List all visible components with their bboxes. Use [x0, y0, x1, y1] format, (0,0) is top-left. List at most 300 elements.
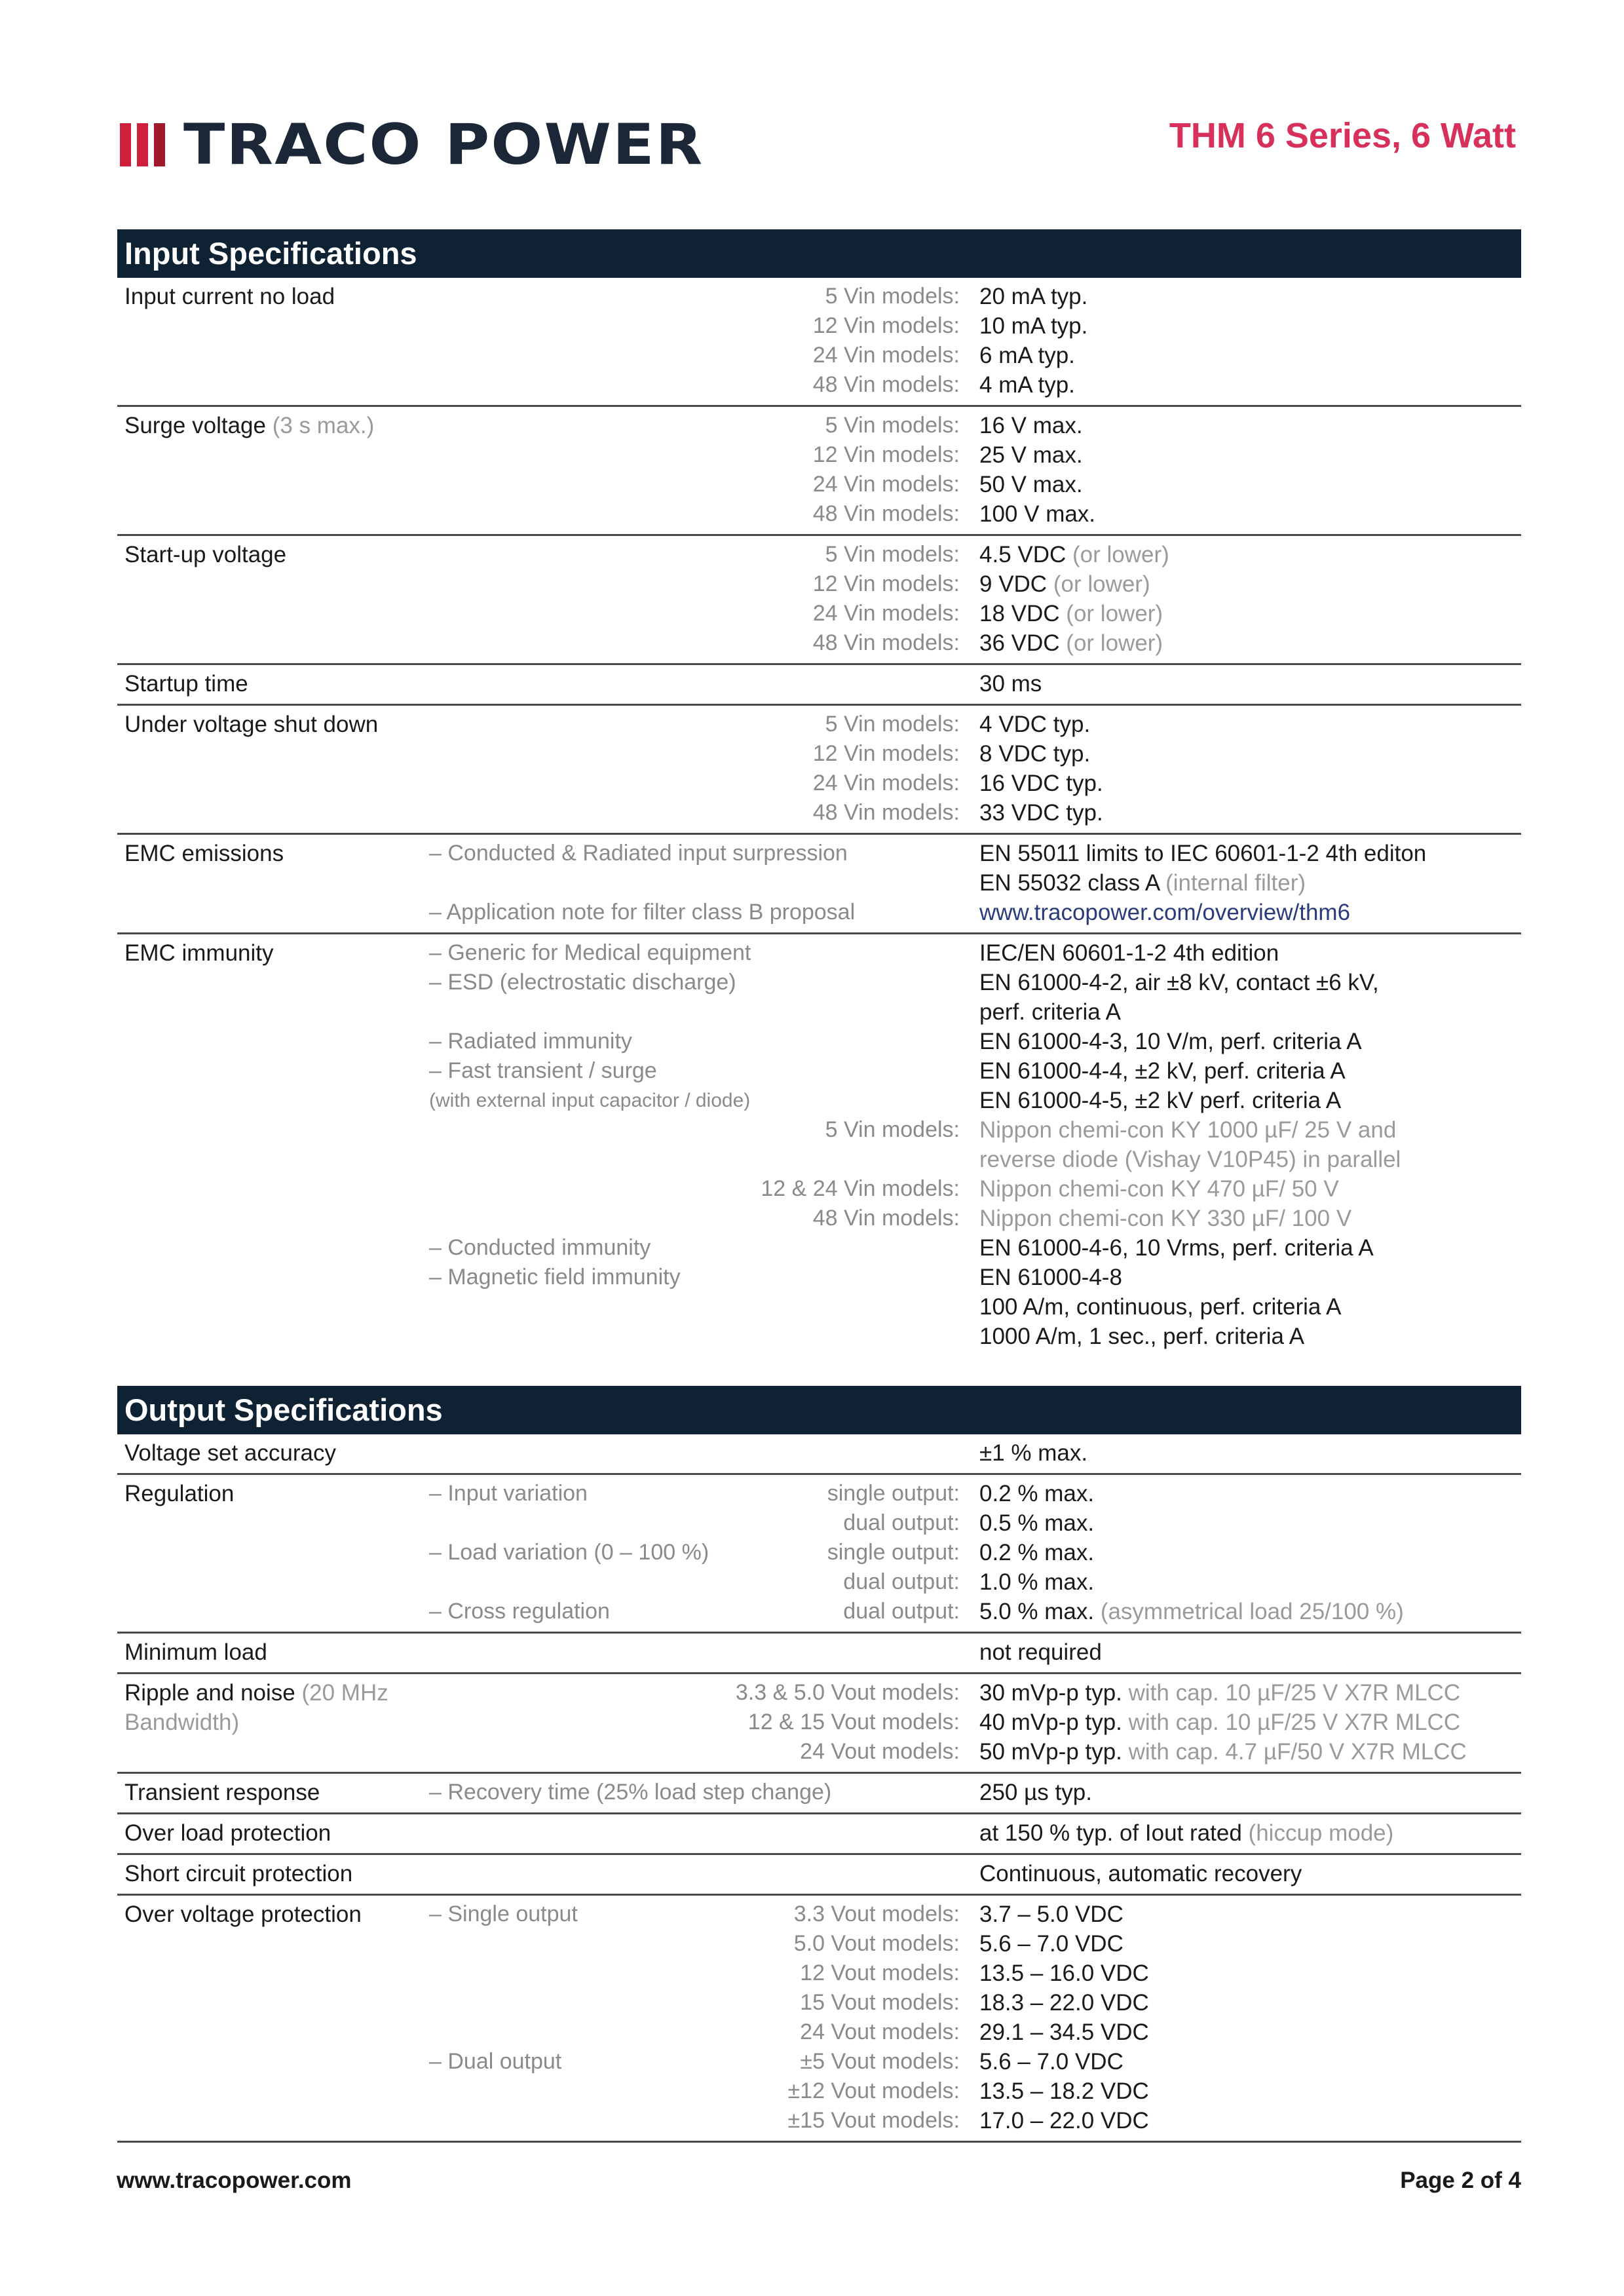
value-line: [979, 1859, 1519, 1888]
spec-label-text: Over voltage protection: [124, 1902, 362, 1927]
value-text: 33 VDC typ.: [979, 800, 1103, 826]
condition-line: [429, 499, 979, 529]
spec-label-text: Input current no load: [124, 284, 335, 309]
spec-conditions: [429, 1479, 979, 1626]
condition-text: – Conducted immunity: [429, 1235, 651, 1260]
value-text: 13.5 – 18.2 VDC: [979, 2078, 1149, 2104]
condition-line: [429, 938, 979, 968]
model-tag: dual output:: [843, 1569, 960, 1594]
product-page-link[interactable]: www.tracopower.com/overview/thm6: [979, 900, 1351, 925]
value-text: 13.5 – 16.0 VDC: [979, 1961, 1149, 1986]
value-text: ±1 % max.: [979, 1440, 1088, 1466]
condition-text: – Generic for Medical equipment: [429, 940, 751, 965]
value-line: [979, 470, 1519, 499]
value-text: at 150 % typ. of Iout rated: [979, 1820, 1242, 1846]
condition-line: [429, 1292, 979, 1322]
condition-line: [429, 1204, 979, 1233]
condition-line: [429, 2076, 979, 2106]
model-tag: 12 & 15 Vout models:: [747, 1710, 960, 1734]
spec-label: [124, 411, 429, 529]
model-tag: 3.3 & 5.0 Vout models:: [735, 1680, 960, 1705]
value-text: 25 V max.: [979, 442, 1083, 468]
condition-line: [429, 1818, 979, 1848]
spec-row: [117, 1475, 1521, 1634]
value-text: 9 VDC: [979, 571, 1048, 597]
value-line: [979, 1988, 1519, 2018]
value-line: [979, 1322, 1519, 1351]
model-tag: 24 Vin models:: [812, 601, 960, 626]
model-tag: 24 Vin models:: [812, 472, 960, 497]
spec-conditions: [429, 540, 979, 658]
value-text: 50 mVp-p typ.: [979, 1739, 1122, 1765]
spec-label: [124, 1479, 429, 1626]
value-note: Nippon chemi-con KY 330 µF/ 100 V: [979, 1206, 1352, 1231]
condition-line: [429, 669, 979, 698]
spec-row: [117, 934, 1521, 1356]
value-text: 100 A/m, continuous, perf. criteria A: [979, 1294, 1342, 1320]
value-text: not required: [979, 1639, 1102, 1665]
value-line: [979, 798, 1519, 828]
condition-line: [429, 628, 979, 658]
spec-conditions: [429, 1900, 979, 2135]
model-tag: 12 Vin models:: [812, 313, 960, 338]
condition-line: [429, 1597, 979, 1626]
value-line: [979, 1438, 1519, 1468]
value-line: [979, 1115, 1519, 1145]
model-tag: 24 Vout models:: [800, 2019, 960, 2044]
model-tag: single output:: [827, 1481, 960, 1506]
output-specifications-table: [117, 1386, 1521, 2143]
condition-line: [429, 1479, 979, 1508]
model-tag: dual output:: [843, 1510, 960, 1535]
value-note: (asymmetrical load 25/100 %): [1100, 1599, 1404, 1624]
value-note: with cap. 4.7 µF/50 V X7R MLCC: [1128, 1739, 1467, 1765]
condition-line: [429, 898, 979, 927]
spec-label: [124, 1859, 429, 1888]
condition-line: [429, 1900, 979, 1929]
condition-line: [429, 1929, 979, 1959]
value-text: EN 61000-4-2, air ±8 kV, contact ±6 kV,: [979, 970, 1379, 995]
value-line: [979, 1678, 1519, 1708]
spec-label-text: Short circuit protection: [124, 1861, 353, 1886]
value-line: [979, 1538, 1519, 1567]
spec-values: [979, 1678, 1519, 1767]
value-line: [979, 710, 1519, 739]
value-text: 30 mVp-p typ.: [979, 1680, 1122, 1706]
condition-text: – Application note for filter class B proposal: [429, 900, 856, 925]
spec-conditions: [429, 411, 979, 529]
spec-row: [117, 835, 1521, 934]
condition-line: [429, 370, 979, 400]
condition-text: – Radiated immunity: [429, 1029, 632, 1054]
condition-line: [429, 1056, 979, 1086]
spec-row: [117, 1814, 1521, 1855]
condition-line: [429, 2106, 979, 2135]
spec-values: [979, 1438, 1519, 1468]
value-text: 3.7 – 5.0 VDC: [979, 1902, 1124, 1927]
value-text: 36 VDC: [979, 630, 1060, 656]
value-line: [979, 599, 1519, 628]
value-note: (or lower): [1072, 542, 1169, 567]
spec-row: [117, 1855, 1521, 1896]
spec-row: [117, 1634, 1521, 1674]
value-line: [979, 2106, 1519, 2135]
model-tag: 5.0 Vout models:: [793, 1931, 960, 1956]
value-line: [979, 1508, 1519, 1538]
spec-label: [124, 1438, 429, 1468]
value-line: [979, 411, 1519, 440]
spec-label: [124, 839, 429, 927]
value-note: (or lower): [1066, 630, 1163, 656]
value-line: [979, 440, 1519, 470]
value-text: 5.6 – 7.0 VDC: [979, 2049, 1124, 2075]
section-heading: Output Specifications: [117, 1386, 1521, 1434]
value-text: EN 61000-4-4, ±2 kV, perf. criteria A: [979, 1058, 1346, 1084]
model-tag: 48 Vin models:: [812, 372, 960, 397]
value-text: 4.5 VDC: [979, 542, 1067, 567]
condition-line: [429, 1538, 979, 1567]
condition-line: [429, 1263, 979, 1292]
condition-line: [429, 470, 979, 499]
spec-label-note: (20 MHz Bandwidth): [124, 1680, 388, 1735]
model-tag: ±5 Vout models:: [800, 2049, 960, 2074]
spec-values: [979, 540, 1519, 658]
spec-label-text: Voltage set accuracy: [124, 1440, 336, 1466]
condition-line: [429, 1115, 979, 1145]
value-line: [979, 2018, 1519, 2047]
spec-label: [124, 1778, 429, 1807]
page-number: Page 2 of 4: [1400, 2168, 1521, 2193]
section-heading: Input Specifications: [117, 229, 1521, 278]
value-text: 0.2 % max.: [979, 1540, 1095, 1565]
spec-conditions: [429, 1678, 979, 1767]
condition-text: – Single output: [429, 1902, 578, 1926]
value-text: 4 mA typ.: [979, 372, 1075, 398]
value-line: [979, 968, 1519, 997]
spec-row: [117, 1774, 1521, 1814]
value-text: 250 µs typ.: [979, 1780, 1092, 1805]
condition-line: [429, 1637, 979, 1667]
model-tag: 24 Vin models:: [812, 771, 960, 795]
value-text: Continuous, automatic recovery: [979, 1861, 1302, 1886]
condition-line: [429, 341, 979, 370]
spec-values: [979, 710, 1519, 828]
value-text: 18 VDC: [979, 601, 1060, 626]
spec-label: [124, 1900, 429, 2135]
model-tag: 48 Vin models:: [812, 800, 960, 825]
value-note: reverse diode (Vishay V10P45) in parallel: [979, 1147, 1401, 1172]
value-line: [979, 1263, 1519, 1292]
spec-conditions: [429, 710, 979, 828]
value-line: [979, 1597, 1519, 1626]
spec-label-text: Start-up voltage: [124, 542, 287, 567]
spec-values: [979, 938, 1519, 1351]
spec-row: [117, 407, 1521, 536]
spec-label-text: Surge voltage: [124, 413, 266, 438]
condition-text: – Input variation: [429, 1481, 588, 1506]
spec-label: [124, 669, 429, 698]
model-tag: 12 Vin models:: [812, 741, 960, 766]
spec-label: [124, 540, 429, 658]
value-line: [979, 370, 1519, 400]
model-tag: dual output:: [843, 1599, 960, 1624]
value-line: [979, 1233, 1519, 1263]
condition-line: [429, 1233, 979, 1263]
condition-line: [429, 839, 979, 868]
condition-line: [429, 769, 979, 798]
value-line: [979, 1479, 1519, 1508]
spec-values: [979, 839, 1519, 927]
spec-conditions: [429, 1778, 979, 1807]
value-line: [979, 1027, 1519, 1056]
value-line: [979, 2047, 1519, 2076]
value-text: EN 55011 limits to IEC 60601-1-2 4th editon: [979, 841, 1427, 866]
value-text: 5.6 – 7.0 VDC: [979, 1931, 1124, 1957]
spec-values: [979, 1778, 1519, 1807]
model-tag: ±12 Vout models:: [787, 2078, 960, 2103]
spec-values: [979, 282, 1519, 400]
spec-label-text: Under voltage shut down: [124, 712, 379, 737]
value-text: EN 61000-4-6, 10 Vrms, perf. criteria A: [979, 1235, 1374, 1261]
value-line: [979, 938, 1519, 968]
value-text: 6 mA typ.: [979, 343, 1075, 368]
value-line: [979, 569, 1519, 599]
value-line: [979, 1086, 1519, 1115]
model-tag: 3.3 Vout models:: [793, 1902, 960, 1926]
value-text: EN 61000-4-5, ±2 kV perf. criteria A: [979, 1088, 1342, 1113]
value-line: [979, 1567, 1519, 1597]
model-tag: 12 Vin models:: [812, 442, 960, 467]
value-line: [979, 997, 1519, 1027]
condition-text: – Recovery time (25% load step change): [429, 1780, 832, 1805]
spec-conditions: [429, 1637, 979, 1667]
value-note: (hiccup mode): [1248, 1820, 1394, 1846]
spec-conditions: [429, 282, 979, 400]
value-note: (internal filter): [1165, 870, 1306, 896]
value-line: [979, 1637, 1519, 1667]
condition-line: [429, 1508, 979, 1538]
spec-values: [979, 1479, 1519, 1626]
condition-text: (with external input capacitor / diode): [429, 1090, 751, 1111]
series-title: THM 6 Series, 6 Watt: [1169, 116, 1516, 155]
value-line: [979, 739, 1519, 769]
footer-website-link[interactable]: www.tracopower.com: [117, 2168, 352, 2193]
value-text: 29.1 – 34.5 VDC: [979, 2019, 1149, 2045]
spec-label-text: EMC immunity: [124, 940, 274, 966]
model-tag: 48 Vin models:: [812, 1206, 960, 1231]
value-line: [979, 669, 1519, 698]
spec-label-text: Transient response: [124, 1780, 320, 1805]
value-line: [979, 1737, 1519, 1767]
value-line: [979, 1778, 1519, 1807]
spec-conditions: [429, 669, 979, 698]
spec-label: [124, 938, 429, 1351]
spec-label-text: Startup time: [124, 671, 248, 697]
spec-label: [124, 282, 429, 400]
model-tag: 15 Vout models:: [800, 1990, 960, 2015]
condition-line: [429, 1086, 979, 1115]
spec-values: [979, 1818, 1519, 1848]
condition-line: [429, 1988, 979, 2018]
spec-conditions: [429, 1438, 979, 1468]
model-tag: 12 Vin models:: [812, 571, 960, 596]
condition-text: – ESD (electrostatic discharge): [429, 970, 736, 995]
spec-conditions: [429, 1818, 979, 1848]
value-line: [979, 868, 1519, 898]
spec-row: [117, 665, 1521, 706]
spec-conditions: [429, 839, 979, 927]
condition-text: – Conducted & Radiated input surpression: [429, 841, 848, 866]
model-tag: 5 Vin models:: [825, 284, 960, 309]
condition-line: [429, 569, 979, 599]
value-note: Nippon chemi-con KY 1000 µF/ 25 V and: [979, 1117, 1397, 1143]
condition-line: [429, 739, 979, 769]
spec-label-text: Over load protection: [124, 1820, 331, 1846]
value-line: [979, 1900, 1519, 1929]
model-tag: 24 Vin models:: [812, 343, 960, 368]
value-line: [979, 1145, 1519, 1174]
value-text: EN 55032 class A: [979, 870, 1160, 896]
value-text: 40 mVp-p typ.: [979, 1710, 1122, 1735]
value-line: [979, 769, 1519, 798]
condition-line: [429, 1708, 979, 1737]
condition-line: [429, 440, 979, 470]
value-text: 1000 A/m, 1 sec., perf. criteria A: [979, 1324, 1305, 1349]
spec-row: [117, 1434, 1521, 1475]
value-text: 8 VDC typ.: [979, 741, 1091, 767]
condition-text: – Fast transient / surge: [429, 1058, 657, 1083]
value-line: [979, 1204, 1519, 1233]
value-line: [979, 1708, 1519, 1737]
model-tag: 5 Vin models:: [825, 542, 960, 567]
condition-line: [429, 1145, 979, 1174]
value-line: [979, 311, 1519, 341]
spec-conditions: [429, 1859, 979, 1888]
model-tag: single output:: [827, 1540, 960, 1565]
condition-line: [429, 1678, 979, 1708]
spec-label: [124, 1818, 429, 1848]
condition-text: – Dual output: [429, 2049, 562, 2074]
spec-values: [979, 411, 1519, 529]
condition-line: [429, 997, 979, 1027]
value-text: 4 VDC typ.: [979, 712, 1091, 737]
model-tag: 48 Vin models:: [812, 501, 960, 526]
value-text: 20 mA typ.: [979, 284, 1088, 309]
spec-label: [124, 710, 429, 828]
traco-logo-icon: [120, 123, 165, 166]
spec-label-text: Ripple and noise: [124, 1680, 295, 1706]
value-line: [979, 1056, 1519, 1086]
condition-line: [429, 1438, 979, 1468]
condition-line: [429, 1778, 979, 1807]
brand-logo: [120, 112, 704, 178]
condition-line: [429, 1322, 979, 1351]
value-text: 5.0 % max.: [979, 1599, 1095, 1624]
value-text: 30 ms: [979, 671, 1042, 697]
spec-values: [979, 1637, 1519, 1667]
condition-line: [429, 968, 979, 997]
brand-name: TRACO POWER: [183, 112, 704, 178]
condition-line: [429, 1737, 979, 1767]
value-note: (or lower): [1053, 571, 1150, 597]
spec-rows: [117, 1434, 1521, 2143]
value-line: [979, 1959, 1519, 1988]
spec-row: [117, 536, 1521, 665]
model-tag: 24 Vout models:: [800, 1739, 960, 1764]
condition-line: [429, 2047, 979, 2076]
condition-line: [429, 1027, 979, 1056]
condition-line: [429, 1567, 979, 1597]
value-line: [979, 1292, 1519, 1322]
condition-text: – Cross regulation: [429, 1599, 610, 1624]
model-tag: 5 Vin models:: [825, 413, 960, 438]
value-line: [979, 1818, 1519, 1848]
spec-row: [117, 1674, 1521, 1774]
spec-row: [117, 706, 1521, 835]
value-text: IEC/EN 60601-1-2 4th edition: [979, 940, 1279, 966]
value-text: 50 V max.: [979, 472, 1083, 497]
condition-line: [429, 540, 979, 569]
value-line: [979, 282, 1519, 311]
input-specifications-table: [117, 229, 1521, 1356]
value-text: 100 V max.: [979, 501, 1096, 527]
spec-rows: [117, 278, 1521, 1356]
value-note: (or lower): [1066, 601, 1163, 626]
value-text: perf. criteria A: [979, 999, 1121, 1025]
condition-line: [429, 1859, 979, 1888]
value-text: 18.3 – 22.0 VDC: [979, 1990, 1149, 2016]
model-tag: ±15 Vout models:: [787, 2108, 960, 2133]
condition-line: [429, 311, 979, 341]
spec-label-text: EMC emissions: [124, 841, 284, 866]
value-line: [979, 341, 1519, 370]
value-text: 0.5 % max.: [979, 1510, 1095, 1536]
value-text: 10 mA typ.: [979, 313, 1088, 339]
value-text: 17.0 – 22.0 VDC: [979, 2108, 1149, 2133]
condition-line: [429, 710, 979, 739]
value-line: [979, 1174, 1519, 1204]
model-tag: 5 Vin models:: [825, 712, 960, 737]
spec-row: [117, 1896, 1521, 2143]
condition-line: [429, 411, 979, 440]
condition-text: – Magnetic field immunity: [429, 1265, 681, 1290]
spec-values: [979, 1859, 1519, 1888]
model-tag: 5 Vin models:: [825, 1117, 960, 1142]
spec-values: [979, 1900, 1519, 2135]
value-text: EN 61000-4-3, 10 V/m, perf. criteria A: [979, 1029, 1362, 1054]
value-text: EN 61000-4-8: [979, 1265, 1122, 1290]
spec-label-text: Regulation: [124, 1481, 235, 1506]
value-line: [979, 839, 1519, 868]
condition-line: [429, 1959, 979, 1988]
model-tag: 48 Vin models:: [812, 630, 960, 655]
condition-line: [429, 868, 979, 898]
value-note: Nippon chemi-con KY 470 µF/ 50 V: [979, 1176, 1339, 1202]
condition-line: [429, 798, 979, 828]
value-line: [979, 540, 1519, 569]
spec-label: [124, 1637, 429, 1667]
value-text: 0.2 % max.: [979, 1481, 1095, 1506]
condition-line: [429, 282, 979, 311]
spec-conditions: [429, 938, 979, 1351]
condition-line: [429, 2018, 979, 2047]
spec-label-text: Minimum load: [124, 1639, 267, 1665]
condition-text: – Load variation (0 – 100 %): [429, 1540, 709, 1565]
value-text: 1.0 % max.: [979, 1569, 1095, 1595]
value-line: [979, 2076, 1519, 2106]
value-line: [979, 628, 1519, 658]
condition-line: [429, 599, 979, 628]
